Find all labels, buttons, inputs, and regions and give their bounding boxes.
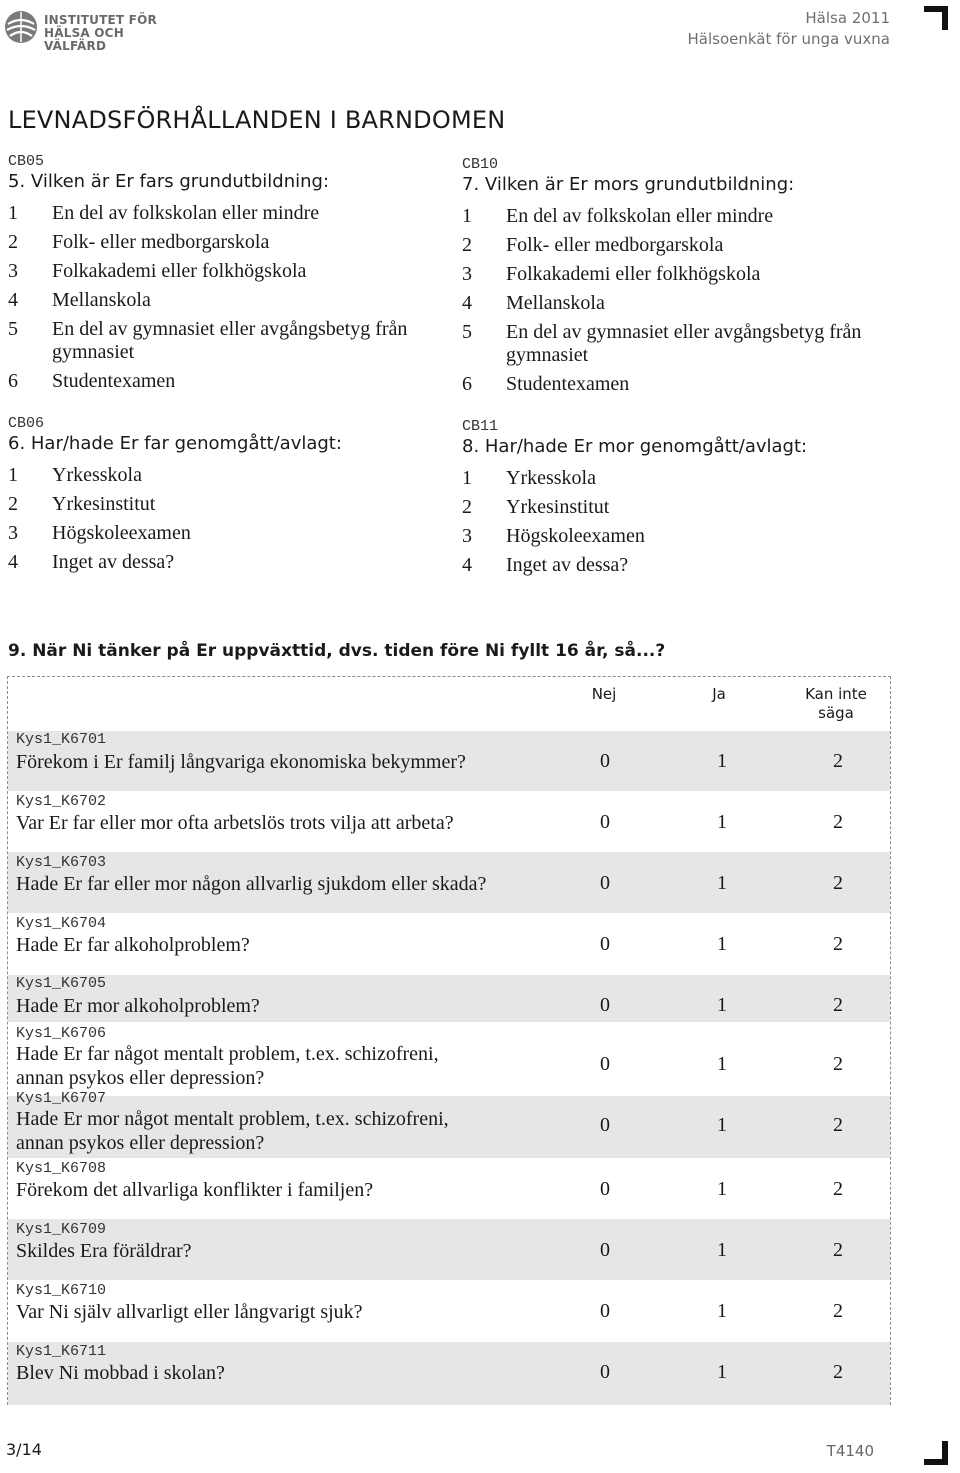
question-title: 5. Vilken är Er fars grundutbildning: — [8, 171, 330, 192]
option-3[interactable] — [8, 260, 448, 283]
item-question-line-1: Blev Ni mobbad i skolan? — [16, 1362, 225, 1384]
item-question — [16, 933, 250, 957]
table-row — [8, 913, 890, 975]
table-row — [8, 1090, 890, 1158]
table-row — [8, 1022, 890, 1096]
option-number: 1 — [8, 202, 18, 224]
question-7 — [462, 157, 902, 402]
option-number: 2 — [8, 231, 18, 253]
logo-line-2: HÄLSA OCH VÄLFÄRD — [44, 26, 124, 53]
answer-kan-inte-saga[interactable]: 2 — [833, 872, 843, 894]
option-label: En del av gymnasiet eller avgångsbetyg från gymnasiet — [52, 318, 408, 363]
option-6[interactable] — [8, 370, 448, 393]
item-question-line-1: Förekom det allvarliga konflikter i familjen? — [16, 1179, 374, 1201]
question-code: CB05 — [8, 153, 45, 170]
option-2[interactable] — [8, 231, 448, 254]
answer-nej[interactable]: 0 — [600, 933, 610, 955]
table-row — [8, 975, 890, 1022]
answer-kan-inte-saga[interactable]: 2 — [833, 1178, 843, 1200]
answer-kan-inte-saga[interactable]: 2 — [833, 1053, 843, 1075]
item-question-line-1: Hade Er far eller mor någon allvarlig sjukdom eller skada? — [16, 873, 487, 895]
question-6 — [8, 416, 448, 580]
table-row — [8, 852, 890, 913]
option-number: 5 — [462, 321, 472, 343]
answer-nej[interactable]: 0 — [600, 994, 610, 1016]
option-number: 1 — [462, 205, 472, 227]
option-number: 4 — [462, 292, 472, 314]
item-question — [16, 872, 486, 896]
option-2[interactable] — [462, 234, 902, 257]
option-label: Folkakademi eller folkhögskola — [52, 260, 307, 282]
item-question-line-1: Var Ni själv allvarligt eller långvarigt sjuk? — [16, 1301, 363, 1323]
item-question — [16, 811, 454, 835]
option-1[interactable] — [462, 467, 902, 490]
question-title: 7. Vilken är Er mors grundutbildning: — [462, 174, 795, 195]
option-2[interactable] — [8, 493, 448, 516]
institute-logo — [4, 6, 174, 53]
option-label: Yrkesinstitut — [52, 493, 156, 515]
option-1[interactable] — [8, 464, 448, 487]
answer-ja[interactable]: 1 — [717, 750, 727, 772]
table-row — [8, 791, 890, 852]
answer-kan-inte-saga[interactable]: 2 — [833, 1239, 843, 1261]
column-header-kan-inte-saga: Kan inte säga — [805, 685, 867, 722]
option-label: Inget av dessa? — [52, 551, 175, 573]
option-number: 1 — [8, 464, 18, 486]
item-question-line-2: annan psykos eller depression? — [16, 1132, 265, 1154]
question-code: CB11 — [462, 418, 499, 435]
answer-nej[interactable]: 0 — [600, 1300, 610, 1322]
item-code: Kys1_K6706 — [16, 1025, 107, 1042]
item-question — [16, 1042, 439, 1090]
item-question-line-1: Skildes Era föräldrar? — [16, 1240, 192, 1262]
question-9-title: 9. När Ni tänker på Er uppväxttid, dvs. tiden före Ni fyllt 16 år, så...? — [8, 641, 666, 661]
column-header-nej: Nej — [591, 685, 617, 703]
table-row — [8, 1158, 890, 1219]
item-code: Kys1_K6705 — [16, 975, 107, 992]
option-5[interactable] — [8, 318, 408, 364]
answer-nej[interactable]: 0 — [600, 1053, 610, 1075]
option-6[interactable] — [462, 373, 902, 396]
item-question — [16, 1178, 373, 1202]
option-4[interactable] — [462, 554, 902, 577]
item-code: Kys1_K6702 — [16, 793, 107, 810]
item-code: Kys1_K6710 — [16, 1282, 107, 1299]
answer-ja[interactable]: 1 — [717, 1053, 727, 1075]
option-4[interactable] — [462, 292, 902, 315]
item-code: Kys1_K6704 — [16, 915, 107, 932]
item-question — [16, 1239, 191, 1263]
question-title: 6. Har/hade Er far genomgått/avlagt: — [8, 433, 342, 454]
item-question-line-2: annan psykos eller depression? — [16, 1067, 265, 1089]
option-3[interactable] — [8, 522, 448, 545]
answer-nej[interactable]: 0 — [600, 811, 610, 833]
crop-mark-bottom-right — [924, 1441, 948, 1465]
answer-ja[interactable]: 1 — [717, 1239, 727, 1261]
option-number: 6 — [462, 373, 472, 395]
answer-nej[interactable]: 0 — [600, 1239, 610, 1261]
option-label: Yrkesskola — [52, 464, 142, 486]
option-label: Folk- eller medborgarskola — [52, 231, 270, 253]
crop-mark-top-right — [924, 6, 948, 30]
option-number: 5 — [8, 318, 18, 340]
section-title: LEVNADSFÖRHÅLLANDEN I BARNDOMEN — [8, 106, 506, 134]
item-question-line-1: Hade Er far alkoholproblem? — [16, 934, 250, 956]
item-question — [16, 750, 466, 774]
question-title: 8. Har/hade Er mor genomgått/avlagt: — [462, 436, 808, 457]
answer-ja[interactable]: 1 — [717, 1178, 727, 1200]
option-number: 3 — [8, 522, 18, 544]
option-label: Folkakademi eller folkhögskola — [506, 263, 761, 285]
option-label: Högskoleexamen — [506, 525, 645, 547]
column-header-ja: Ja — [712, 685, 726, 703]
question-8 — [462, 419, 902, 583]
option-1[interactable] — [462, 205, 902, 228]
option-number: 3 — [462, 525, 472, 547]
question-5 — [8, 154, 448, 399]
option-label: Mellanskola — [506, 292, 605, 314]
question-code: CB06 — [8, 415, 45, 432]
option-3[interactable] — [462, 525, 902, 548]
option-number: 6 — [8, 370, 18, 392]
table-row — [8, 1342, 890, 1405]
answer-nej[interactable]: 0 — [600, 750, 610, 772]
survey-name: Hälsa 2011 — [805, 9, 890, 27]
item-code: Kys1_K6709 — [16, 1221, 107, 1238]
item-question — [16, 1361, 225, 1385]
option-4[interactable] — [8, 289, 448, 312]
option-number: 2 — [8, 493, 18, 515]
option-label: Högskoleexamen — [52, 522, 191, 544]
option-number: 3 — [462, 263, 472, 285]
table-row — [8, 731, 890, 791]
answer-ja[interactable]: 1 — [717, 994, 727, 1016]
answer-nej[interactable]: 0 — [600, 872, 610, 894]
answer-ja[interactable]: 1 — [717, 872, 727, 894]
logo-line-1: INSTITUTET FÖR — [44, 13, 157, 27]
item-question-line-1: Förekom i Er familj långvariga ekonomiska bekymmer? — [16, 751, 466, 773]
survey-header — [688, 8, 890, 50]
item-code: Kys1_K6711 — [16, 1343, 107, 1360]
option-label: En del av folkskolan eller mindre — [52, 202, 320, 224]
answer-kan-inte-saga[interactable]: 2 — [833, 994, 843, 1016]
option-4[interactable] — [8, 551, 448, 574]
option-3[interactable] — [462, 263, 902, 286]
answer-kan-inte-saga[interactable]: 2 — [833, 1114, 843, 1136]
answer-kan-inte-saga[interactable]: 2 — [833, 811, 843, 833]
option-number: 2 — [462, 234, 472, 256]
answer-kan-inte-saga[interactable]: 2 — [833, 933, 843, 955]
option-label: Folk- eller medborgarskola — [506, 234, 724, 256]
item-question-line-1: Hade Er mor något mentalt problem, t.ex. schizofreni, — [16, 1108, 449, 1130]
option-number: 3 — [8, 260, 18, 282]
answer-ja[interactable]: 1 — [717, 1300, 727, 1322]
option-number: 1 — [462, 467, 472, 489]
option-2[interactable] — [462, 496, 902, 519]
item-code: Kys1_K6708 — [16, 1160, 107, 1177]
item-question-line-1: Hade Er far något mentalt problem, t.ex. schizofreni, — [16, 1043, 439, 1065]
answer-kan-inte-saga[interactable]: 2 — [833, 750, 843, 772]
answer-nej[interactable]: 0 — [600, 1178, 610, 1200]
answer-ja[interactable]: 1 — [717, 933, 727, 955]
answer-nej[interactable]: 0 — [600, 1361, 610, 1383]
item-code: Kys1_K6703 — [16, 854, 107, 871]
option-number: 4 — [8, 289, 18, 311]
globe-logo-icon — [4, 10, 38, 44]
survey-subtitle: Hälsoenkät för unga vuxna — [687, 30, 890, 48]
option-label: En del av gymnasiet eller avgångsbetyg från gymnasiet — [506, 321, 862, 366]
option-5[interactable] — [462, 321, 862, 367]
page-number: 3/14 — [6, 1440, 42, 1459]
answer-nej[interactable]: 0 — [600, 1114, 610, 1136]
item-question-line-1: Hade Er mor alkoholproblem? — [16, 995, 260, 1017]
table-row — [8, 1280, 890, 1342]
option-1[interactable] — [8, 202, 448, 225]
form-code: T4140 — [826, 1442, 874, 1460]
answer-ja[interactable]: 1 — [717, 1361, 727, 1383]
option-label: Studentexamen — [506, 373, 630, 395]
item-question — [16, 1107, 449, 1155]
question-code: CB10 — [462, 156, 499, 173]
answer-kan-inte-saga[interactable]: 2 — [833, 1361, 843, 1383]
option-label: En del av folkskolan eller mindre — [506, 205, 774, 227]
option-label: Mellanskola — [52, 289, 151, 311]
item-code: Kys1_K6707 — [16, 1090, 107, 1107]
option-label: Studentexamen — [52, 370, 176, 392]
answer-ja[interactable]: 1 — [717, 1114, 727, 1136]
answer-ja[interactable]: 1 — [717, 811, 727, 833]
table-row — [8, 1219, 890, 1280]
option-label: Inget av dessa? — [506, 554, 629, 576]
option-label: Yrkesskola — [506, 467, 596, 489]
option-number: 4 — [8, 551, 18, 573]
item-question — [16, 1300, 363, 1324]
option-number: 4 — [462, 554, 472, 576]
item-code: Kys1_K6701 — [16, 731, 107, 748]
item-question-line-1: Var Er far eller mor ofta arbetslös trots vilja att arbeta? — [16, 812, 454, 834]
answer-kan-inte-saga[interactable]: 2 — [833, 1300, 843, 1322]
option-label: Yrkesinstitut — [506, 496, 610, 518]
option-number: 2 — [462, 496, 472, 518]
item-question — [16, 994, 260, 1018]
